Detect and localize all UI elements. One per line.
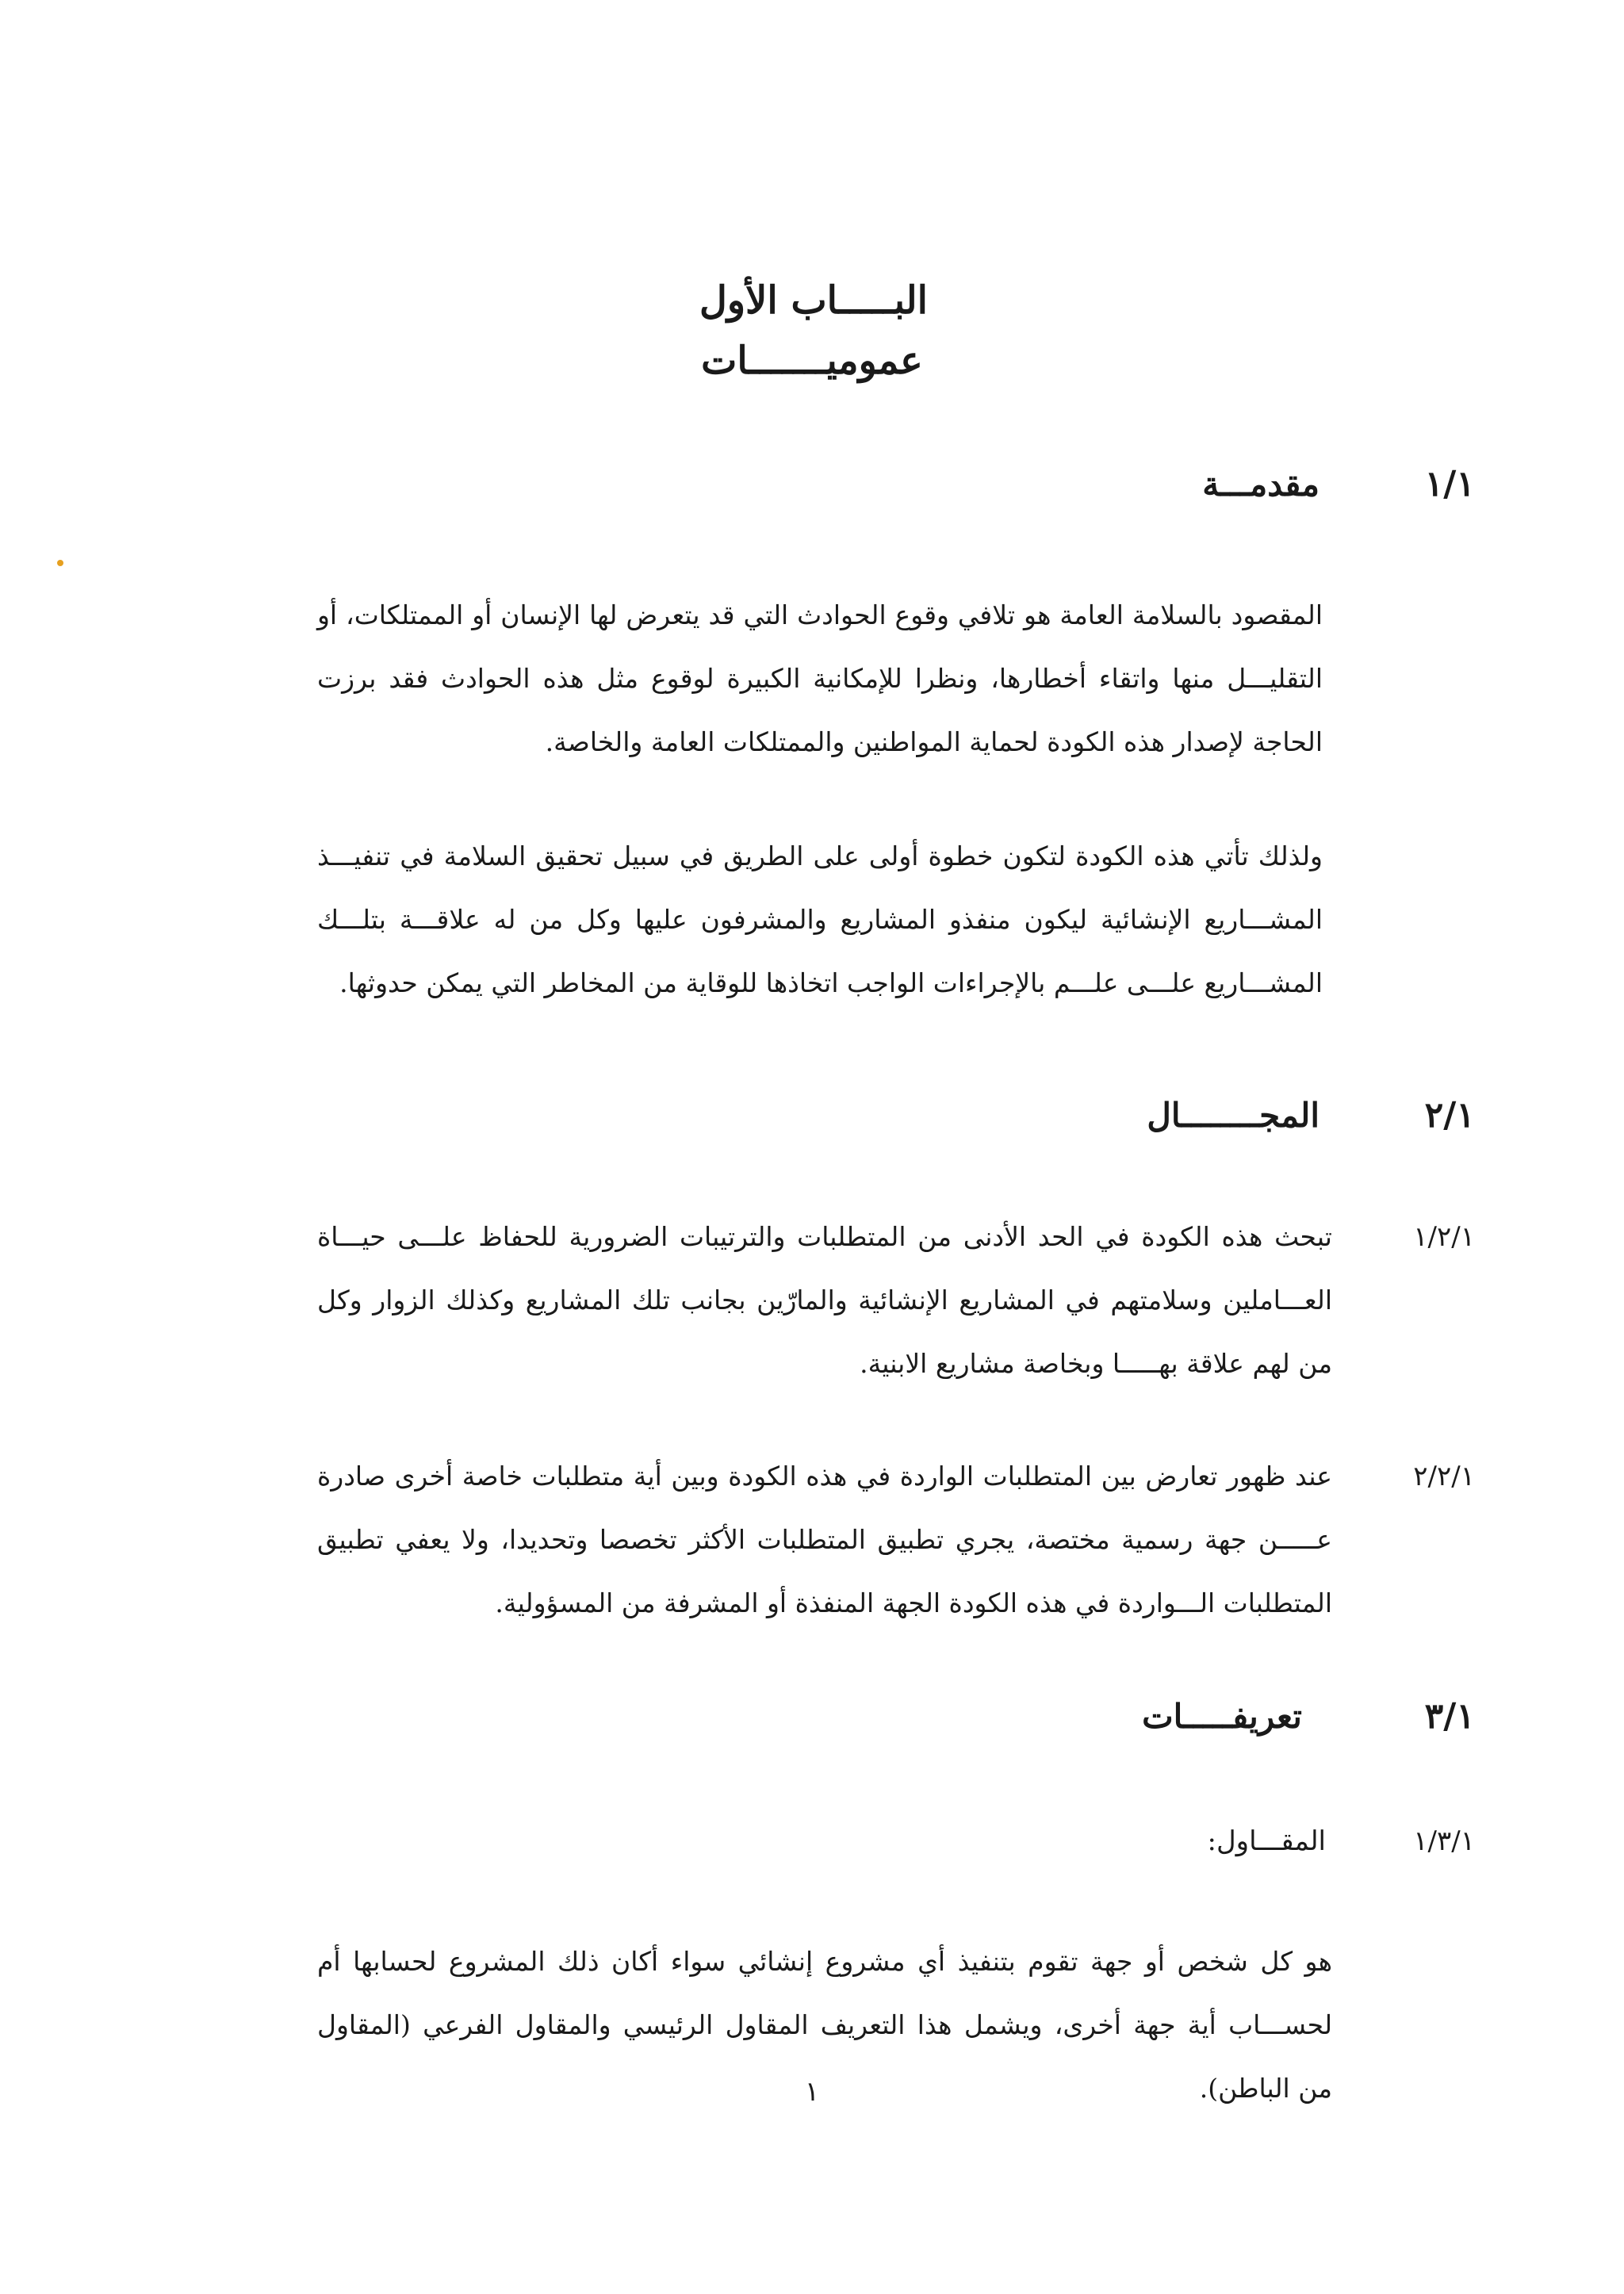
section-title: مقدمـــة (1202, 465, 1320, 504)
section-number: ٣/١ (1424, 1696, 1475, 1737)
item-number: ١/٣/١ (1413, 1825, 1475, 1857)
item-number: ٢/٢/١ (1413, 1461, 1475, 1492)
section-number: ٢/١ (1424, 1095, 1475, 1136)
intro-paragraph-2: ولذلك تأتي هذه الكودة لتكون خطوة أولى على الطريق في سبيل تحقيق السلامة في تنفيـــذ المشـــاريع الإنشائية ليكون منفذو المشاريع والمشرفون عليها وكل من له علاقـــة بتلـــك المشـــاريع علـــى علـــم بالإجراءات الواجب اتخاذها للوقاية من المخاطر التي يمكن حدوثها. (317, 841, 1323, 998)
intro-paragraph-1: المقصود بالسلامة العامة هو تلافي وقوع الحوادث التي قد يتعرض لها الإنسان أو الممتلكات، أو التقليـــل منها واتقاء أخطارها، ونظرا للإمكانية الكبيرة لوقوع مثل هذه الحوادث فقد برزت الحاجة لإصدار هذه الكودة لحماية المواطنين والممتلكات العامة والخاصة. (317, 599, 1323, 757)
section-definitions-heading (0, 1689, 1624, 1744)
item-number: ١/٢/١ (1413, 1221, 1475, 1253)
section-intro-heading (0, 457, 1624, 512)
definition-text: هو كل شخص أو جهة تقوم بتنفيذ أي مشروع إنشائي سواء أكان ذلك المشروع لحسابها أم لحســـاب أية جهة أخرى، ويشمل هذا التعريف المقاول الرئيسي والمقاول الفرعي (المقاول من الباطن). (317, 1946, 1332, 2104)
section-scope-heading (0, 1088, 1624, 1143)
ink-speck (57, 560, 63, 566)
page-number: ١ (804, 2076, 820, 2108)
section-number: ١/١ (1424, 464, 1475, 504)
chapter-title: البـــــاب الأول (699, 278, 929, 323)
section-title: المجــــــــال (1147, 1096, 1320, 1135)
scope-item-1: تبحث هذه الكودة في الحد الأدنى من المتطلبات والترتيبات الضرورية للحفاظ علـــى حيـــاة العـــاملين وسلامتهم في المشاريع الإنشائية والمارّين بجانب تلك المشاريع وكذلك الزوار وكل من لهم علاقة بهـــــا وبخاصة مشاريع الابنية. (317, 1221, 1332, 1379)
section-title: تعريفـــــات (1142, 1697, 1302, 1736)
chapter-subtitle: عموميـــــــات (701, 339, 923, 383)
definition-term: المقـــاول: (1207, 1825, 1326, 1857)
scope-item-2: عند ظهور تعارض بين المتطلبات الواردة في هذه الكودة وبين أية متطلبات خاصة أخرى صادرة عـــــن جهة رسمية مختصة، يجري تطبيق المتطلبات الأكثر تخصصا وتحديدا، ولا يعفي تطبيق المتطلبات الـــواردة في هذه الكودة الجهة المنفذة أو المشرفة من المسؤولية. (317, 1461, 1332, 1618)
